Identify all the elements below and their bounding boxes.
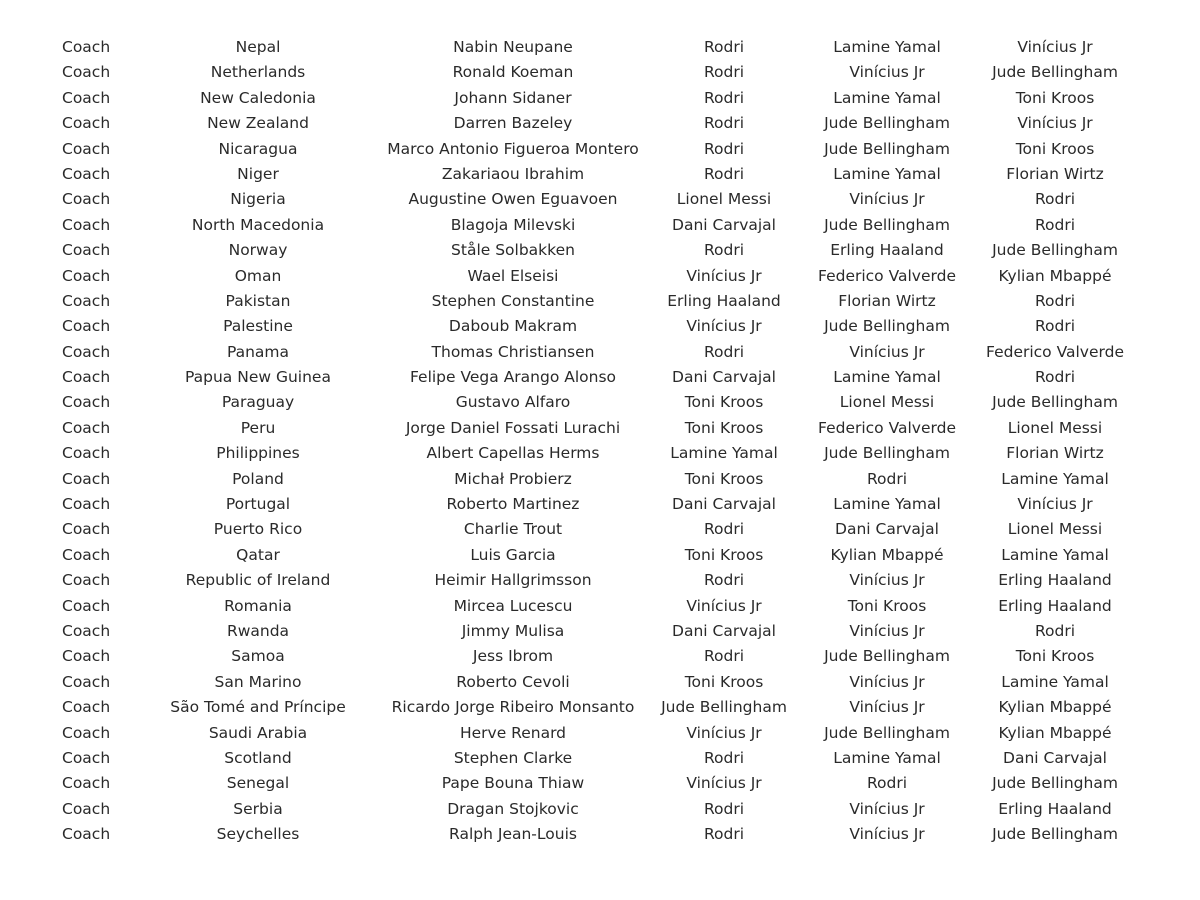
second-choice-cell: Lamine Yamal [833,38,941,56]
table-row [0,340,1200,365]
second-choice-cell: Vinícius Jr [849,571,925,590]
first-choice-cell: Rodri [703,647,745,666]
second-choice-cell: Federico Valverde [818,266,956,285]
first-choice-cell: Lionel Messi [676,190,772,209]
first-choice-cell: Dani Carvajal [672,621,776,640]
table-row [0,644,1200,669]
first-choice-cell: Toni Kroos [684,545,764,564]
second-choice-cell: Vinícius Jr [849,799,925,818]
table-row [0,137,1200,162]
second-choice-cell: Jude Bellingham [824,444,950,463]
coach-name-cell: Ståle Solbakken [451,241,575,260]
first-choice-cell: Vinícius Jr [686,266,762,285]
country-cell: Republic of Ireland [185,571,331,590]
coach-name-cell: Ricardo Jorge Ribeiro Monsanto [391,698,635,717]
first-choice-cell: Rodri [703,164,745,183]
role-cell: Coach [62,215,111,234]
third-choice-cell: Vinícius Jr [1017,114,1093,133]
second-choice-cell: Jude Bellingham [824,215,950,234]
second-choice-cell: Lamine Yamal [833,164,941,183]
table-row [0,797,1200,822]
third-choice-cell: Kylian Mbappé [998,698,1112,717]
third-choice-cell: Rodri [1034,317,1076,336]
third-choice-cell: Vinícius Jr [1017,38,1093,56]
table-row [0,771,1200,796]
first-choice-cell: Toni Kroos [684,393,764,412]
second-choice-cell: Rodri [866,469,908,488]
first-choice-cell: Rodri [703,571,745,590]
role-cell: Coach [62,621,111,640]
first-choice-cell: Rodri [703,799,745,818]
role-cell: Coach [62,266,111,285]
second-choice-cell: Lionel Messi [839,393,935,412]
role-cell: Coach [62,647,111,666]
third-choice-cell: Dani Carvajal [1003,748,1107,767]
third-choice-cell: Vinícius Jr [1017,495,1093,514]
third-choice-cell: Lionel Messi [1007,520,1103,539]
second-choice-cell: Florian Wirtz [838,291,936,310]
role-cell: Coach [62,571,111,590]
country-cell: Paraguay [221,393,295,412]
coach-name-cell: Johann Sidaner [454,88,572,107]
country-cell: Portugal [225,495,291,514]
role-cell: Coach [62,164,111,183]
table-row [0,492,1200,517]
role-cell: Coach [62,444,111,463]
second-choice-cell: Dani Carvajal [835,520,939,539]
country-cell: São Tomé and Príncipe [170,698,346,717]
table-row [0,670,1200,695]
role-cell: Coach [62,114,111,133]
third-choice-cell: Kylian Mbappé [998,723,1112,742]
role-cell: Coach [62,190,111,209]
first-choice-cell: Rodri [703,38,745,56]
second-choice-cell: Vinícius Jr [849,825,925,844]
country-cell: New Zealand [207,114,309,133]
coach-name-cell: Pape Bouna Thiaw [441,774,585,793]
coach-name-cell: Herve Renard [459,723,567,742]
third-choice-cell: Rodri [1034,215,1076,234]
coach-name-cell: Blagoja Milevski [450,215,576,234]
role-cell: Coach [62,139,111,158]
country-cell: Palestine [223,317,293,336]
table-row [0,86,1200,111]
country-cell: North Macedonia [191,215,325,234]
country-cell: Puerto Rico [213,520,303,539]
country-cell: Netherlands [210,63,306,82]
first-choice-cell: Dani Carvajal [672,215,776,234]
second-choice-cell: Jude Bellingham [824,647,950,666]
role-cell: Coach [62,520,111,539]
coach-name-cell: Roberto Martinez [446,495,580,514]
coach-name-cell: Jess Ibrom [472,647,554,666]
country-cell: Panama [226,342,290,361]
second-choice-cell: Vinícius Jr [849,342,925,361]
first-choice-cell: Rodri [703,241,745,260]
first-choice-cell: Vinícius Jr [686,723,762,742]
third-choice-cell: Jude Bellingham [992,825,1118,844]
table-row [0,517,1200,542]
second-choice-cell: Rodri [866,774,908,793]
third-choice-cell: Erling Haaland [998,596,1112,615]
third-choice-cell: Toni Kroos [1015,88,1095,107]
country-cell: Serbia [233,799,283,818]
role-cell: Coach [62,317,111,336]
table-row [0,213,1200,238]
role-cell: Coach [62,672,111,691]
first-choice-cell: Erling Haaland [667,291,781,310]
second-choice-cell: Vinícius Jr [849,621,925,640]
country-cell: Niger [237,164,279,183]
country-cell: Qatar [236,545,280,564]
second-choice-cell: Vinícius Jr [849,672,925,691]
role-cell: Coach [62,825,111,844]
coach-name-cell: Michał Probierz [454,469,572,488]
second-choice-cell: Jude Bellingham [824,114,950,133]
second-choice-cell: Lamine Yamal [833,495,941,514]
third-choice-cell: Lamine Yamal [1001,469,1109,488]
first-choice-cell: Toni Kroos [684,418,764,437]
second-choice-cell: Jude Bellingham [824,723,950,742]
coach-name-cell: Roberto Cevoli [456,672,570,691]
table-row [0,695,1200,720]
role-cell: Coach [62,596,111,615]
second-choice-cell: Lamine Yamal [833,748,941,767]
third-choice-cell: Toni Kroos [1015,139,1095,158]
country-cell: Senegal [226,774,290,793]
role-cell: Coach [62,799,111,818]
role-cell: Coach [62,723,111,742]
country-cell: Norway [228,241,288,260]
second-choice-cell: Kylian Mbappé [830,545,944,564]
table-row [0,619,1200,644]
country-cell: Philippines [216,444,300,463]
role-cell: Coach [62,38,111,56]
coach-name-cell: Jimmy Mulisa [461,621,565,640]
country-cell: Scotland [224,748,292,767]
role-cell: Coach [62,774,111,793]
coach-name-cell: Felipe Vega Arango Alonso [409,368,617,387]
role-cell: Coach [62,342,111,361]
coach-name-cell: Darren Bazeley [453,114,573,133]
second-choice-cell: Toni Kroos [847,596,927,615]
coach-name-cell: Dragan Stojkovic [447,799,579,818]
first-choice-cell: Dani Carvajal [672,495,776,514]
second-choice-cell: Erling Haaland [830,241,944,260]
role-cell: Coach [62,469,111,488]
coach-name-cell: Ronald Koeman [452,63,574,82]
coach-name-cell: Wael Elseisi [467,266,559,285]
third-choice-cell: Florian Wirtz [1006,444,1104,463]
coach-name-cell: Jorge Daniel Fossati Lurachi [405,418,621,437]
coach-name-cell: Luis Garcia [470,545,556,564]
table-row [0,568,1200,593]
third-choice-cell: Toni Kroos [1015,647,1095,666]
country-cell: Peru [240,418,276,437]
table-row [0,264,1200,289]
table-row [0,111,1200,136]
first-choice-cell: Vinícius Jr [686,774,762,793]
role-cell: Coach [62,545,111,564]
table-row [0,238,1200,263]
third-choice-cell: Florian Wirtz [1006,164,1104,183]
first-choice-cell: Toni Kroos [684,672,764,691]
role-cell: Coach [62,418,111,437]
first-choice-cell: Toni Kroos [684,469,764,488]
first-choice-cell: Vinícius Jr [686,317,762,336]
role-cell: Coach [62,88,111,107]
country-cell: Samoa [231,647,285,666]
third-choice-cell: Rodri [1034,291,1076,310]
table-row [0,289,1200,314]
second-choice-cell: Federico Valverde [818,418,956,437]
third-choice-cell: Jude Bellingham [992,774,1118,793]
coach-name-cell: Nabin Neupane [453,38,573,56]
role-cell: Coach [62,241,111,260]
first-choice-cell: Rodri [703,88,745,107]
role-cell: Coach [62,393,111,412]
first-choice-cell: Rodri [703,748,745,767]
role-cell: Coach [62,495,111,514]
table-row [0,746,1200,771]
table-row [0,467,1200,492]
coach-name-cell: Heimir Hallgrimsson [434,571,592,590]
table-row [0,543,1200,568]
table-row [0,187,1200,212]
third-choice-cell: Lamine Yamal [1001,545,1109,564]
first-choice-cell: Lamine Yamal [670,444,778,463]
first-choice-cell: Rodri [703,63,745,82]
third-choice-cell: Erling Haaland [998,571,1112,590]
third-choice-cell: Jude Bellingham [992,241,1118,260]
country-cell: Pakistan [225,291,291,310]
third-choice-cell: Kylian Mbappé [998,266,1112,285]
first-choice-cell: Rodri [703,520,745,539]
country-cell: Papua New Guinea [185,368,331,387]
coach-name-cell: Augustine Owen Eguavoen [408,190,618,209]
coach-name-cell: Stephen Constantine [431,291,595,310]
role-cell: Coach [62,698,111,717]
role-cell: Coach [62,368,111,387]
table-row [0,365,1200,390]
first-choice-cell: Rodri [703,114,745,133]
country-cell: Nigeria [230,190,286,209]
coach-name-cell: Daboub Makram [448,317,578,336]
country-cell: Nepal [235,38,281,56]
third-choice-cell: Jude Bellingham [992,63,1118,82]
table-row [0,35,1200,60]
first-choice-cell: Vinícius Jr [686,596,762,615]
country-cell: Nicaragua [218,139,298,158]
first-choice-cell: Jude Bellingham [661,698,787,717]
coach-name-cell: Charlie Trout [463,520,563,539]
role-cell: Coach [62,748,111,767]
votes-table [0,35,1200,848]
first-choice-cell: Rodri [703,342,745,361]
table-row [0,416,1200,441]
country-cell: Seychelles [216,825,300,844]
coach-name-cell: Ralph Jean-Louis [449,825,577,844]
second-choice-cell: Vinícius Jr [849,63,925,82]
coach-name-cell: Zakariaou Ibrahim [441,164,585,183]
second-choice-cell: Vinícius Jr [849,190,925,209]
third-choice-cell: Lamine Yamal [1001,672,1109,691]
third-choice-cell: Lionel Messi [1007,418,1103,437]
second-choice-cell: Jude Bellingham [824,139,950,158]
third-choice-cell: Rodri [1034,190,1076,209]
third-choice-cell: Erling Haaland [998,799,1112,818]
first-choice-cell: Dani Carvajal [672,368,776,387]
table-row [0,441,1200,466]
table-row [0,60,1200,85]
country-cell: Romania [224,596,292,615]
role-cell: Coach [62,63,111,82]
second-choice-cell: Vinícius Jr [849,698,925,717]
first-choice-cell: Rodri [703,825,745,844]
country-cell: Saudi Arabia [208,723,308,742]
country-cell: Rwanda [226,621,290,640]
third-choice-cell: Jude Bellingham [992,393,1118,412]
third-choice-cell: Rodri [1034,368,1076,387]
second-choice-cell: Lamine Yamal [833,368,941,387]
table-row [0,390,1200,415]
coach-name-cell: Thomas Christiansen [431,342,595,361]
table-row [0,594,1200,619]
third-choice-cell: Federico Valverde [986,342,1124,361]
first-choice-cell: Rodri [703,139,745,158]
coach-name-cell: Gustavo Alfaro [455,393,571,412]
role-cell: Coach [62,291,111,310]
table-row [0,822,1200,847]
coach-name-cell: Mircea Lucescu [453,596,573,615]
table-row [0,162,1200,187]
coach-name-cell: Stephen Clarke [453,748,573,767]
country-cell: San Marino [214,672,302,691]
table-row [0,721,1200,746]
country-cell: Poland [232,469,284,488]
third-choice-cell: Rodri [1034,621,1076,640]
second-choice-cell: Jude Bellingham [824,317,950,336]
country-cell: New Caledonia [200,88,316,107]
coach-name-cell: Marco Antonio Figueroa Montero [387,139,639,158]
country-cell: Oman [234,266,282,285]
table-row [0,314,1200,339]
coach-name-cell: Albert Capellas Herms [426,444,600,463]
second-choice-cell: Lamine Yamal [833,88,941,107]
